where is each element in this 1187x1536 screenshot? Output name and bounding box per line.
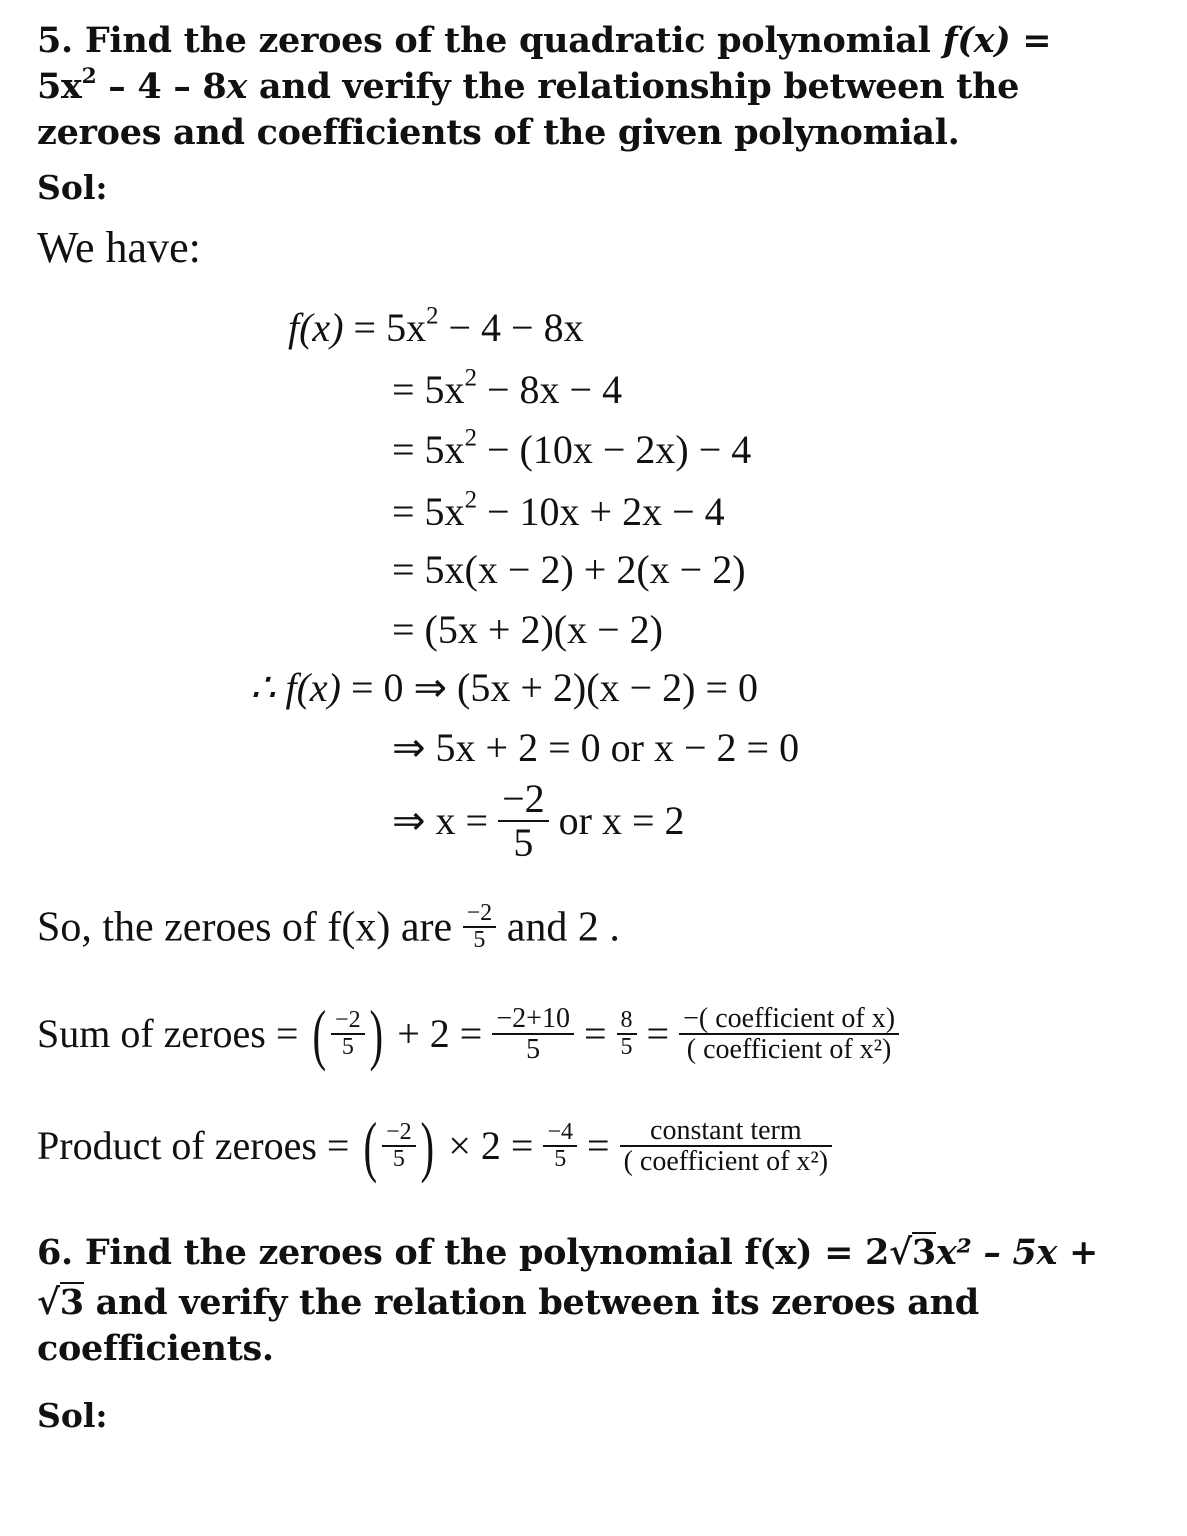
exponent: 2: [464, 364, 477, 392]
expr-var: x: [226, 66, 248, 107]
denominator: 5: [554, 1146, 567, 1172]
right-paren: ): [420, 1108, 434, 1184]
lhs: ⇒ x =: [392, 798, 489, 843]
operator: × 2 =: [448, 1123, 534, 1168]
operator: =: [587, 1123, 610, 1168]
rhs: = 5x: [392, 367, 465, 412]
denominator: 5: [392, 1146, 405, 1172]
lhs: ∴ f(x): [250, 665, 341, 710]
rhs: = 0 ⇒ (5x + 2)(x − 2) = 0: [350, 665, 758, 710]
derivation-line-5: = 5x(x − 2) + 2(x − 2): [392, 547, 746, 592]
product-of-zeroes-line: [37, 1108, 832, 1184]
numerator: 8: [617, 1008, 637, 1035]
fraction: [543, 1120, 577, 1172]
numerator: −4: [543, 1120, 577, 1147]
fraction: [492, 1004, 574, 1065]
fraction-coefficient-ratio: [679, 1004, 899, 1065]
numerator: −2: [382, 1120, 416, 1147]
derivation-line-3: [392, 424, 752, 472]
derivation-line-4: [392, 486, 725, 534]
rhs: = 5x: [392, 427, 465, 472]
denominator: 5: [526, 1034, 541, 1065]
lhs: f(x): [288, 305, 344, 350]
rhs: − (10x − 2x) − 4: [476, 427, 752, 472]
question-text: and verify the relationship between the: [247, 66, 1020, 107]
derivation-line-2: [392, 364, 623, 412]
denominator: ( coefficient of x²): [623, 1146, 829, 1177]
question-6-line-1: 6. Find the zeroes of the polynomial f(x) = 2√3x² – 5x +: [37, 1232, 1098, 1273]
sum-of-zeroes-line: [37, 996, 899, 1072]
numerator: −2: [331, 1008, 365, 1035]
right-paren: ): [369, 996, 383, 1072]
question-text: 6. Find the zeroes of the polynomial f(x) = 2: [37, 1232, 890, 1273]
fraction-constant-ratio: [620, 1116, 833, 1177]
numerator: −2: [463, 901, 497, 928]
derivation-line-9: [392, 778, 685, 864]
fraction-neg-two-fifths: [498, 778, 549, 864]
solution-label-2: Sol:: [37, 1396, 108, 1435]
solution-label: Sol:: [37, 168, 108, 207]
denominator: 5: [473, 927, 486, 954]
numerator: constant term: [620, 1116, 833, 1147]
question-text: 5. Find the zeroes of the quadratic polynomial: [37, 20, 943, 61]
exponent: 2: [464, 486, 477, 514]
expr: – 4 – 8: [96, 66, 227, 107]
derivation-line-1: [288, 302, 584, 350]
question-5-line-1: [37, 18, 1051, 64]
expr: 5x: [37, 66, 82, 107]
derivation-line-7: [250, 665, 758, 710]
derivation-line-8: ⇒ 5x + 2 = 0 or x − 2 = 0: [392, 725, 800, 770]
rhs: or x = 2: [558, 798, 685, 843]
we-have-text: We have:: [37, 223, 201, 272]
left-paren: (: [312, 996, 327, 1072]
numerator: −2: [498, 778, 549, 822]
rhs: − 4 − 8x: [438, 305, 584, 350]
numerator: −2+10: [492, 1004, 574, 1035]
sqrt-radicand: 3: [59, 1282, 84, 1323]
operator: =: [646, 1011, 670, 1056]
rhs: = 5x: [353, 305, 427, 350]
sum-label: Sum of zeroes =: [37, 1011, 299, 1056]
summary-text: So, the zeroes of f(x) are: [37, 904, 453, 951]
denominator: 5: [513, 820, 534, 865]
derivation-line-6: = (5x + 2)(x − 2): [392, 607, 663, 652]
question-text: and verify the relation between its zeroes and: [83, 1282, 979, 1323]
function-notation: f(x) =: [942, 20, 1052, 61]
denominator: 5: [341, 1034, 354, 1060]
rhs: = 5x: [392, 489, 465, 534]
rhs: − 10x + 2x − 4: [476, 489, 725, 534]
fraction: [617, 1008, 637, 1060]
operator: + 2 =: [397, 1011, 483, 1056]
exponent: 2: [426, 302, 439, 330]
numerator: −( coefficient of x): [679, 1004, 899, 1035]
exponent: 2: [81, 63, 97, 89]
zeroes-summary: [37, 900, 620, 954]
fraction: [382, 1120, 416, 1172]
fraction: [331, 1008, 365, 1060]
exponent: 2: [464, 424, 477, 452]
question-6-line-3: coefficients.: [37, 1328, 274, 1369]
denominator: ( coefficient of x²): [686, 1034, 892, 1065]
operator: =: [583, 1011, 607, 1056]
fraction-neg-two-fifths: [463, 901, 497, 953]
left-paren: (: [364, 1108, 378, 1184]
question-5-line-3: zeroes and coefficients of the given polynomial.: [37, 112, 960, 153]
denominator: 5: [620, 1034, 633, 1060]
question-5-line-2: [37, 64, 1019, 110]
rhs: − 8x − 4: [476, 367, 623, 412]
sqrt-radicand: 3: [911, 1232, 936, 1273]
product-label: Product of zeroes =: [37, 1123, 350, 1168]
summary-text: and 2 .: [506, 904, 620, 951]
expr: x² – 5x +: [935, 1232, 1098, 1273]
question-6-line-2: √3 and verify the relation between its zeroes and: [37, 1282, 979, 1323]
